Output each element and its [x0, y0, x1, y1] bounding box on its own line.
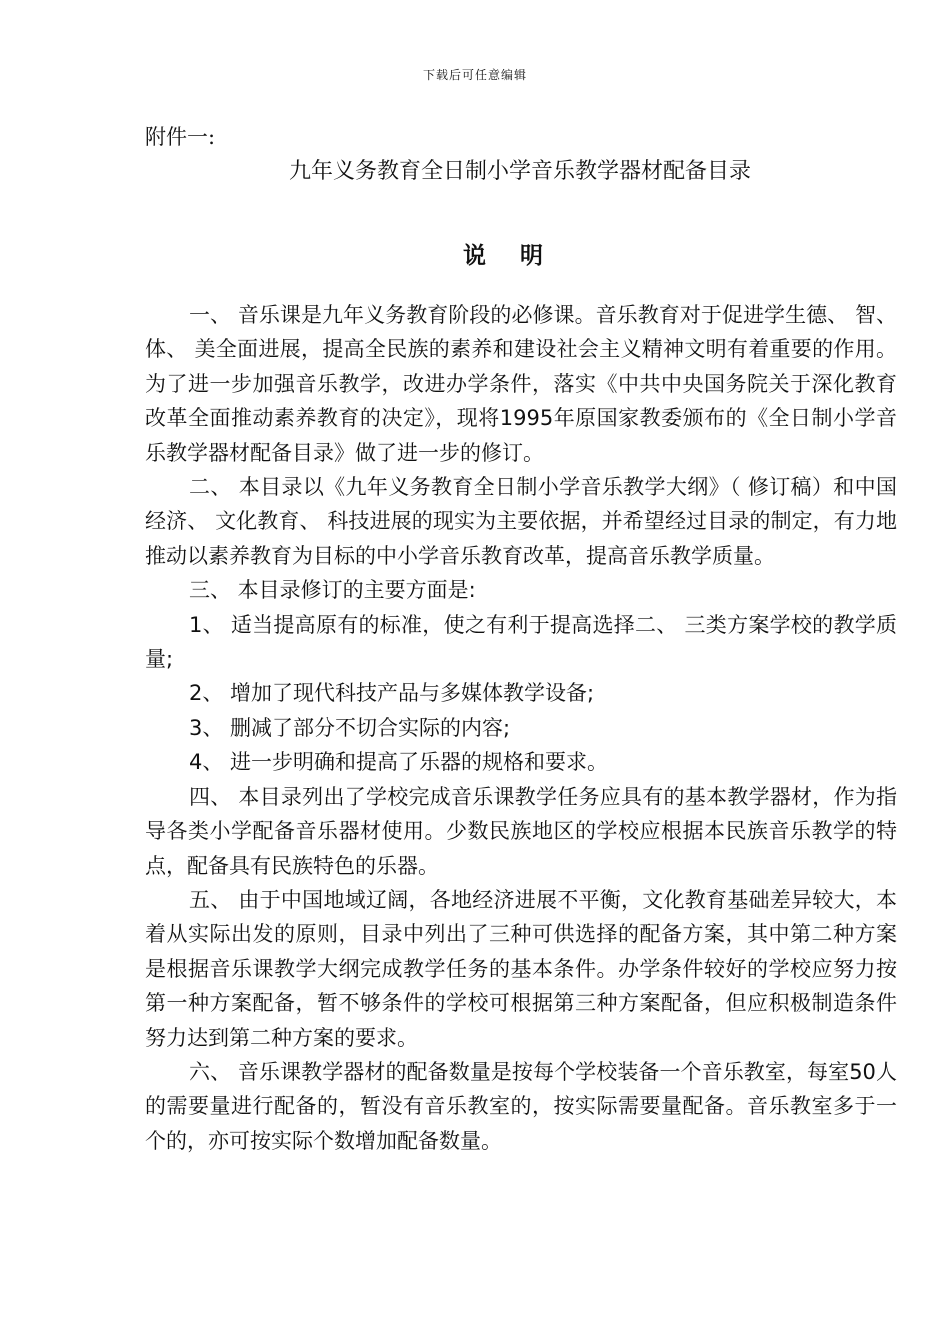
attachment-label: 附件一:: [145, 125, 216, 149]
paragraph-10: 六、 音乐课教学器材的配备数量是按每个学校装备一个音乐教室，每室50人的需要量进行配备的，暂没有音乐教室的，按实际需要量配备。音乐教室多于一个的，亦可按实际个数增加配备数量。: [145, 1059, 897, 1153]
paragraph-2: 二、 本目录以《九年义务教育全日制小学音乐教学大纲》（ 修订稿）和中国经济、 文化教育、 科技进展的现实为主要依据，并希望经过目录的制定，有力地推动以素养教育为目标的中小学音乐教育改革，提高音乐教学质量。: [145, 475, 897, 568]
paragraph-5: 2、 增加了现代科技产品与多媒体教学设备;: [189, 681, 595, 706]
paragraph-6: 3、 删减了部分不切合实际的内容;: [189, 715, 511, 740]
document-body: [145, 298, 897, 1158]
section-title: 说明: [463, 242, 577, 269]
paragraph-4: 1、 适当提高原有的标准，使之有利于提高选择二、 三类方案学校的教学质量;: [145, 612, 897, 672]
paragraph-7: 4、 进一步明确和提高了乐器的规格和要求。: [189, 750, 609, 775]
header-note: 下载后可任意编辑: [422, 68, 527, 82]
paragraph-9: 五、 由于中国地域辽阔，各地经济进展不平衡，文化教育基础差异较大，本着从实际出发的原则，目录中列出了三种可供选择的配备方案，其中第二种方案是根据音乐课教学大纲完成教学任务的基本条件。办学条件较好的学校应努力按第一种方案配备，暂不够条件的学校可根据第三种方案配备，但应积极制造条件努力达到第二种方案的要求。: [145, 887, 897, 1050]
paragraph-1: 一、 音乐课是九年义务教育阶段的必修课。音乐教育对于促进学生德、 智、 体、 美全面进展，提高全民族的素养和建设社会主义精神文明有着重要的作用。为了进一步加强音乐教学，改进办学条件，落实《中共中央国务院关于深化教育改革全面推动素养教育的决定》，现将1995年原国家教委颁布的《全日制小学音乐教学器材配备目录》做了进一步的修订。: [145, 303, 897, 465]
document-title: 九年义务教育全日制小学音乐教学器材配备目录: [288, 159, 751, 184]
paragraph-8: 四、 本目录列出了学校完成音乐课教学任务应具有的基本教学器材，作为指导各类小学配备音乐器材使用。少数民族地区的学校应根据本民族音乐教学的特点，配备具有民族特色的乐器。: [145, 784, 897, 878]
paragraph-3: 三、 本目录修订的主要方面是:: [189, 578, 476, 603]
